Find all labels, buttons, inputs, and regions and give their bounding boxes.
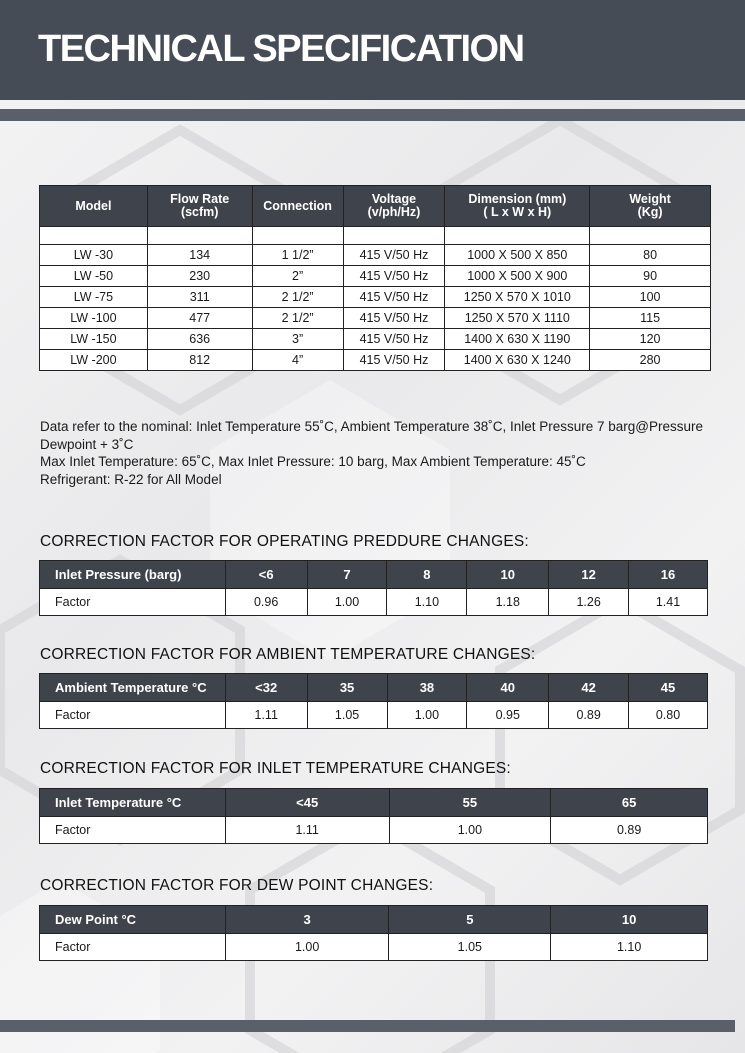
voltage-label: Voltage <box>371 192 417 206</box>
spec-notes <box>40 418 730 488</box>
note-nominal: Data refer to the nominal: Inlet Temperature 55˚C, Ambient Temperature 38˚C, Inlet Pressure 7 barg@Pressure Dewpoint + 3˚C <box>40 419 704 452</box>
table-row: Factor 1.11 1.00 0.89 <box>40 817 708 844</box>
table-row: LW -75 311 2 1/2” 415 V/50 Hz 1250 X 570 X 1010 100 <box>40 287 711 308</box>
header-model: Model <box>40 186 148 227</box>
header-flow-rate <box>147 186 252 227</box>
inlet-section-title: CORRECTION FACTOR FOR INLET TEMPERATURE CHANGES: <box>40 760 511 777</box>
note-max: Max Inlet Temperature: 65˚C, Max Inlet Pressure: 10 barg, Max Ambient Temperature: 45˚C <box>40 454 586 469</box>
pressure-header-row: Inlet Pressure (barg) <6 7 8 10 12 16 <box>40 561 708 589</box>
dew-section-title: CORRECTION FACTOR FOR DEW POINT CHANGES: <box>40 877 434 894</box>
flow-rate-unit: (scfm) <box>180 205 219 219</box>
weight-label: Weight <box>629 192 671 206</box>
weight-unit: (Kg) <box>637 205 663 219</box>
inlet-header-row: Inlet Temperature °C <45 55 65 <box>40 789 708 817</box>
table-row: Factor 0.96 1.00 1.10 1.18 1.26 1.41 <box>40 589 708 616</box>
footer-bar <box>0 1020 735 1032</box>
header-divider-bar <box>0 109 745 121</box>
inlet-factor-table <box>39 788 708 844</box>
voltage-unit: (v/ph/Hz) <box>367 205 421 219</box>
page-title: TECHNICAL SPECIFICATION <box>38 28 524 70</box>
dew-factor-table <box>39 905 708 961</box>
table-row: Factor 1.11 1.05 1.00 0.95 0.89 0.80 <box>40 702 708 729</box>
dimension-unit: ( L x W x H) <box>483 205 552 219</box>
table-row: LW -30 134 1 1/2” 415 V/50 Hz 1000 X 500 X 850 80 <box>40 245 711 266</box>
table-row: Factor 1.00 1.05 1.10 <box>40 934 708 961</box>
dew-header-row: Dew Point °C 3 5 10 <box>40 906 708 934</box>
table-row: LW -100 477 2 1/2” 415 V/50 Hz 1250 X 570 X 1110 115 <box>40 308 711 329</box>
spec-blank-row <box>40 227 711 245</box>
spec-header-row <box>40 186 711 227</box>
ambient-section-title: CORRECTION FACTOR FOR AMBIENT TEMPERATURE CHANGES: <box>40 646 536 663</box>
note-refrigerant: Refrigerant: R-22 for All Model <box>40 471 222 487</box>
table-row: LW -150 636 3” 415 V/50 Hz 1400 X 630 X 1190 120 <box>40 329 711 350</box>
header-dimension <box>445 186 590 227</box>
flow-rate-label: Flow Rate <box>170 192 230 206</box>
header-weight <box>590 186 711 227</box>
table-row: LW -50 230 2” 415 V/50 Hz 1000 X 500 X 900 90 <box>40 266 711 287</box>
dimension-label: Dimension (mm) <box>468 192 567 206</box>
table-row: LW -200 812 4” 415 V/50 Hz 1400 X 630 X 1240 280 <box>40 350 711 371</box>
specification-table <box>39 185 711 371</box>
ambient-factor-table <box>39 673 708 729</box>
pressure-section-title: CORRECTION FACTOR FOR OPERATING PREDDURE CHANGES: <box>40 533 529 550</box>
header-voltage <box>343 186 445 227</box>
ambient-header-row: Ambient Temperature °C <32 35 38 40 42 45 <box>40 674 708 702</box>
pressure-factor-table <box>39 560 708 616</box>
header-connection: Connection <box>252 186 343 227</box>
